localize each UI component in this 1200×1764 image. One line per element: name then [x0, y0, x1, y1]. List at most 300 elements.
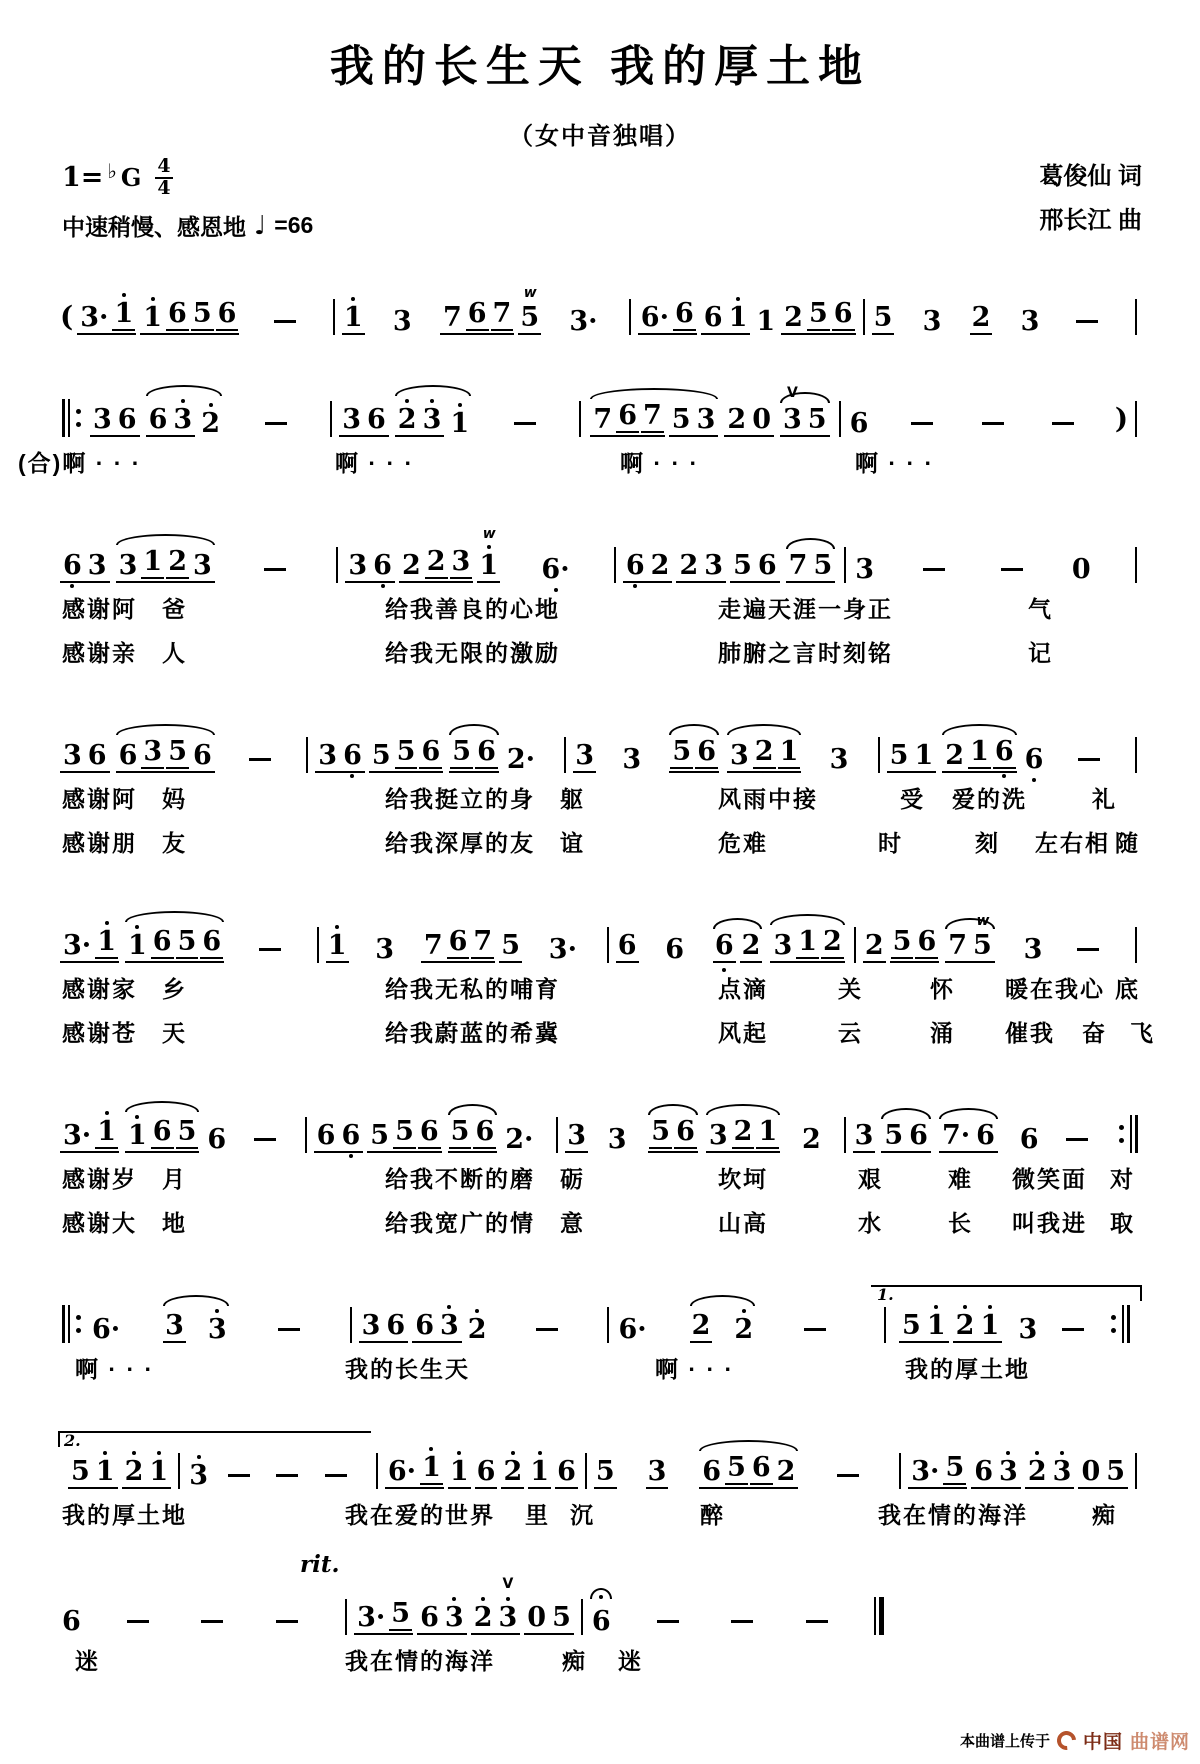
note [141, 297, 164, 331]
dash-continuation [278, 1328, 300, 1331]
note [525, 1604, 548, 1631]
note-value: 1 [127, 1120, 147, 1151]
note-value: 1 [926, 1310, 946, 1341]
note [449, 1118, 472, 1149]
dash-continuation [259, 948, 281, 951]
octave-up-dot [452, 1597, 456, 1601]
note-value: 3 [318, 740, 338, 771]
barline [874, 1597, 876, 1635]
octave-up-dot [511, 1451, 515, 1455]
lyric-text: 底 [1115, 976, 1140, 1002]
note [670, 406, 693, 433]
note [395, 738, 418, 769]
octave-up-dot [157, 1451, 161, 1455]
note [925, 1305, 948, 1339]
note-value: 3· [569, 306, 598, 337]
note [796, 928, 819, 959]
site-logo-icon [1053, 1727, 1080, 1754]
lyric-text: 气 [1028, 596, 1053, 622]
note [86, 742, 109, 769]
lyrics-row [0, 627, 1200, 671]
barline [1127, 1305, 1130, 1343]
lyric-text: 水 [858, 1210, 883, 1236]
lyric-text: 啊 · · · [855, 450, 935, 476]
note [441, 304, 464, 331]
note [891, 928, 914, 959]
note-value: 2 [168, 546, 187, 577]
lyric-text: 我在情的海洋 [878, 1502, 1028, 1528]
note-value: 2 [426, 546, 446, 577]
note-value: 3 [708, 1120, 728, 1151]
barline [884, 1307, 886, 1343]
note-value: 6 [757, 550, 777, 581]
note [663, 936, 686, 963]
note-value: 3 [207, 1314, 227, 1345]
note [176, 1118, 199, 1149]
note [425, 548, 448, 579]
note-value: 5 [1106, 1456, 1126, 1487]
note-value: 3 [165, 1310, 184, 1341]
lyrics-row [0, 583, 1200, 627]
dash-continuation [1052, 422, 1074, 425]
note-value: 5 [168, 736, 187, 767]
beam-group [881, 1122, 931, 1153]
note [151, 1118, 174, 1149]
slur-group [644, 1118, 702, 1153]
note [95, 921, 118, 959]
note [641, 402, 664, 433]
octave-up-dot [335, 925, 339, 929]
note [370, 742, 393, 769]
note [171, 399, 194, 433]
dash-continuation [1077, 948, 1099, 951]
note-value: 2 [201, 408, 220, 439]
note [472, 1597, 495, 1631]
note [946, 932, 969, 959]
note-value: 3 [704, 550, 724, 581]
slur-group [121, 1115, 203, 1153]
meter-bottom: 4 [157, 176, 171, 199]
note [91, 406, 114, 433]
note-value: 5 [807, 404, 827, 435]
barline [1130, 1115, 1132, 1153]
note-value: 6 [168, 298, 187, 329]
note [316, 742, 339, 769]
tempo-text: 中速稍慢、感恩地 [62, 214, 246, 240]
octave-up-dot [105, 1111, 109, 1115]
dash-continuation [1062, 1328, 1084, 1331]
note [473, 1118, 496, 1149]
slur-group [445, 738, 503, 773]
music-system [0, 503, 1200, 671]
notes-row [58, 503, 1142, 583]
note-value: 3 [622, 744, 642, 775]
beam-group [953, 1305, 1003, 1343]
note [368, 1122, 391, 1149]
note [993, 738, 1016, 769]
note [872, 304, 895, 335]
note-value: 5 [501, 930, 521, 961]
lyric-text: 风起 [718, 1020, 768, 1046]
slur-group [112, 548, 219, 583]
note [326, 925, 349, 963]
note [116, 406, 139, 433]
note-value: 3 [607, 1124, 627, 1155]
repeat-dots-icon [76, 409, 81, 427]
lyric-text: 给我无私的哺育 [385, 976, 560, 1002]
lyric-text: 走遍天涯一身正 [718, 596, 893, 622]
note-value: 5 [813, 550, 833, 581]
note-value: 6 [674, 298, 694, 329]
note-value: 2 [734, 1314, 754, 1345]
note [695, 738, 718, 769]
note-value: 5 [371, 740, 391, 771]
note [466, 1309, 489, 1343]
lyric-text: 取 [1110, 1210, 1135, 1236]
note [95, 1111, 118, 1149]
note-value: 6 [697, 736, 716, 767]
note [943, 742, 966, 769]
note [974, 1122, 997, 1149]
note-value: 1 [758, 1116, 778, 1147]
note [443, 1597, 466, 1631]
note [753, 738, 776, 769]
note-value: 7 [788, 550, 808, 581]
beam-group [421, 928, 495, 963]
note [447, 928, 470, 959]
volta-number: 1. [877, 1285, 894, 1304]
note [491, 300, 514, 331]
note-value: 0 [527, 1602, 547, 1633]
lyric-text: 爱的洗 [952, 786, 1027, 812]
octave-up-dot [105, 921, 109, 925]
lyrics-row [0, 1153, 1200, 1197]
octave-up-dot [181, 399, 185, 403]
note [649, 552, 672, 579]
beam-group [676, 552, 726, 583]
note-value: 2 [741, 930, 761, 961]
octave-up-dot [209, 403, 213, 407]
note-value: 3 [498, 1602, 518, 1633]
note [1026, 1451, 1049, 1485]
note [78, 304, 110, 331]
note-value: 6 [341, 1120, 361, 1151]
note [373, 936, 396, 963]
note [421, 399, 444, 433]
note-value: 6 [1024, 744, 1044, 775]
barline [581, 1599, 583, 1635]
note [713, 932, 736, 963]
beam-group [367, 1118, 441, 1153]
note [800, 1126, 823, 1153]
lyric-text: 山高 [718, 1210, 768, 1236]
barline [1135, 401, 1137, 437]
time-signature [155, 157, 172, 199]
note-value: 3 [855, 554, 875, 585]
music-system [0, 255, 1200, 335]
barline [333, 299, 335, 335]
lyric-text: 感谢阿 爸 [62, 596, 187, 622]
octave-up-dot [506, 1597, 510, 1601]
note [1017, 1316, 1040, 1343]
note [1023, 746, 1046, 773]
notes-row [58, 1263, 1142, 1343]
note [123, 1451, 146, 1485]
note [940, 1122, 972, 1149]
note [707, 1122, 730, 1149]
beam-group [669, 738, 719, 773]
music-system [0, 1409, 1200, 1533]
note [141, 548, 164, 579]
note-value: 6 [591, 1606, 611, 1637]
note-value: 5 [71, 1456, 90, 1487]
beam-group [908, 1454, 967, 1489]
lyric-text: 云 [838, 1020, 863, 1046]
note-value: 0 [1081, 1456, 1101, 1487]
note-value: 5 [520, 302, 540, 333]
note [413, 1312, 436, 1339]
note-value: 2 [679, 550, 699, 581]
note-value: 1 [97, 926, 116, 957]
lyric-text: 长 [948, 1210, 973, 1236]
note-value: 5 [808, 298, 828, 329]
note [567, 308, 599, 335]
note-value: 3 [575, 740, 595, 771]
note [821, 928, 844, 959]
slur-group [702, 1118, 784, 1153]
beam-group [899, 1305, 949, 1343]
lyric-text: 给我蔚蓝的希冀 [385, 1020, 560, 1046]
note [126, 925, 149, 959]
barline [839, 401, 841, 437]
note [591, 406, 614, 433]
notes-row [58, 693, 1142, 773]
barline [345, 1599, 347, 1635]
note-value: 3· [548, 934, 577, 965]
dash-continuation [228, 1474, 250, 1477]
beam-group [315, 742, 365, 773]
note [166, 738, 189, 769]
barline [879, 1597, 884, 1635]
note [954, 1305, 977, 1339]
note-value: 5 [873, 302, 893, 333]
music-system [0, 693, 1200, 861]
note [355, 1604, 387, 1631]
note-value: 3 [451, 546, 471, 577]
lyric-text: 里 [525, 1502, 550, 1528]
note [972, 1458, 995, 1485]
tempo-label: rit. [300, 1551, 340, 1578]
beam-group [448, 1118, 498, 1153]
note-value: 5 [672, 736, 692, 767]
lyric-text: 暖在我心 [1005, 976, 1105, 1002]
note [396, 399, 419, 433]
note [620, 746, 643, 773]
open-paren: ( [60, 300, 74, 333]
slur-group [877, 1122, 935, 1153]
note [732, 1309, 755, 1343]
note-value: 3 [392, 306, 412, 337]
octave-up-dot [934, 1305, 938, 1309]
tempo-marking [62, 209, 313, 242]
note [393, 1118, 416, 1149]
beam-group [1025, 1451, 1075, 1489]
lyric-text: 啊 · · · [620, 450, 700, 476]
note [756, 552, 779, 579]
beam-group [60, 1111, 119, 1153]
note [450, 548, 473, 579]
beam-group [781, 300, 855, 335]
note-value: 5 [902, 1310, 921, 1341]
note-value: 6 [152, 1116, 172, 1147]
note-value: 6 [974, 1456, 994, 1487]
note [1022, 936, 1045, 963]
beam-group [730, 552, 780, 583]
dash-continuation [514, 422, 536, 425]
note [438, 1305, 461, 1339]
note [147, 1451, 170, 1485]
lyric-text: 坎坷 [718, 1166, 768, 1192]
site-name-light: 曲谱网 [1129, 1732, 1190, 1753]
note-value: 3· [80, 302, 109, 333]
note-value: 5 [177, 926, 197, 957]
note-value: 7 [593, 404, 613, 435]
note-value: 1 [798, 926, 818, 957]
note [147, 406, 170, 433]
note-value: 1 [327, 930, 347, 961]
note-value: 7 [948, 930, 968, 961]
note-value: 1 [450, 408, 470, 439]
dot [1111, 1315, 1116, 1320]
note [450, 738, 473, 769]
lyric-text: 感谢阿 妈 [62, 786, 187, 812]
note [807, 300, 830, 331]
note [503, 1126, 535, 1153]
octave-up-dot [151, 297, 155, 301]
repeat-dots-icon [76, 1315, 81, 1333]
note [725, 1454, 748, 1485]
note [921, 308, 944, 335]
lyric-text: 记 [1028, 640, 1053, 666]
note-value: 5 [552, 1602, 571, 1633]
note [389, 1600, 412, 1631]
beam-group [890, 928, 940, 963]
note-value: 6 [420, 1602, 439, 1633]
beam-group [417, 1597, 467, 1635]
lyric-text: 醉 [700, 1502, 725, 1528]
note [471, 928, 494, 959]
note [1019, 308, 1042, 335]
note [912, 742, 935, 769]
note-value: 6· [618, 1314, 647, 1345]
dot [1111, 1328, 1116, 1333]
lyric-text: 肺腑之言时刻铭 [718, 640, 893, 666]
note [528, 1451, 551, 1489]
note [811, 552, 834, 579]
note [90, 1316, 122, 1343]
lyric-text: 痴 [1092, 1502, 1117, 1528]
music-system [0, 357, 1200, 481]
beam-group [140, 297, 239, 335]
note-value: 1 [756, 306, 776, 337]
note-value: 5 [733, 550, 752, 581]
note [163, 1312, 186, 1343]
note-value: 1 [449, 1456, 469, 1487]
dash-continuation [536, 1328, 558, 1331]
octave-up-dot [538, 1451, 542, 1455]
lyric-text: 沉 [570, 1502, 595, 1528]
note-value: 6 [475, 1116, 495, 1147]
note-value: 2 [802, 1124, 821, 1155]
note-value: 1 [114, 298, 134, 329]
note [420, 1447, 443, 1485]
note [853, 556, 876, 583]
lyrics-row [0, 1343, 1200, 1387]
note-value: 3 [348, 550, 368, 581]
lyric-text: 受 [900, 786, 925, 812]
note-value: 2 [864, 930, 884, 961]
octave-up-dot [988, 1305, 992, 1309]
note-value: 3 [696, 404, 716, 435]
barline [585, 1453, 587, 1489]
note [690, 1312, 713, 1343]
note-value: 3 [1023, 934, 1043, 965]
lyric-text: 给我无限的激励 [385, 640, 560, 666]
beam-group [116, 738, 215, 773]
dash-continuation [265, 422, 287, 425]
note-value: 6 [87, 740, 107, 771]
notes-row [58, 357, 1142, 437]
beam-group [385, 1447, 444, 1489]
note-value: 3 [854, 1120, 874, 1151]
note-value: 1 [779, 736, 799, 767]
dash-continuation [837, 1474, 859, 1477]
note [863, 932, 886, 963]
dash-continuation [201, 1620, 223, 1623]
note [475, 738, 498, 769]
note [750, 1454, 773, 1485]
note-value: 2 [503, 1456, 523, 1487]
fer-icon [590, 1588, 612, 1599]
note-value: 3 [93, 404, 112, 435]
music-system [0, 1551, 1200, 1679]
notes-row [58, 1409, 1142, 1489]
lyric-text: 飞 [1130, 1020, 1155, 1046]
beam-group [339, 406, 389, 437]
barline [844, 547, 846, 583]
dash-continuation [982, 422, 1004, 425]
octave-up-dot [132, 1451, 136, 1455]
music-system [0, 1073, 1200, 1241]
note [499, 932, 522, 963]
dash-continuation [911, 422, 933, 425]
beam-group [68, 1451, 118, 1489]
barline [863, 299, 865, 335]
note-value: 6 [316, 1120, 336, 1151]
credits [1039, 155, 1142, 244]
note-value: 5 [727, 1452, 746, 1483]
octave-up-dot [457, 1451, 461, 1455]
beam-group [669, 406, 719, 437]
barline [564, 737, 566, 773]
barline [899, 1453, 901, 1489]
dash-continuation [806, 1620, 828, 1623]
note [60, 1608, 83, 1635]
note-value: 5 [651, 1116, 671, 1147]
note [448, 1451, 471, 1489]
note-value: 2 [401, 550, 421, 581]
octave-up-dot [487, 545, 491, 549]
